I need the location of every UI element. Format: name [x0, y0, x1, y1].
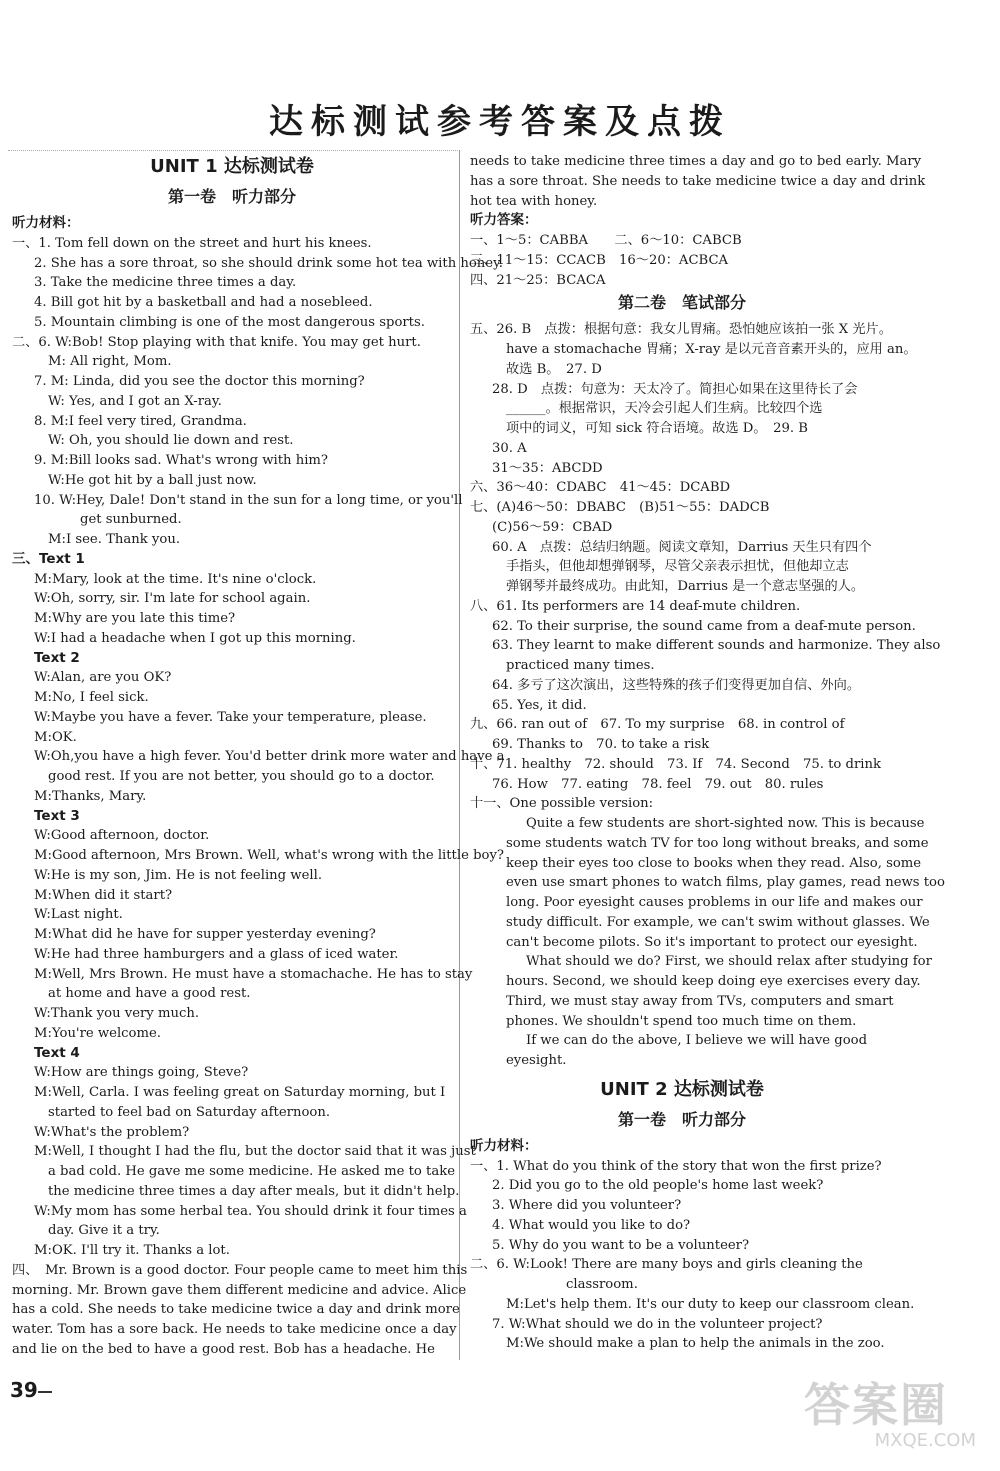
answer-line: 弹钢琴并最终成功。由此知，Darrius 是一个意志坚强的人。	[506, 579, 865, 594]
list-item: at home and have a good rest.	[48, 986, 251, 1002]
list-item: 10. W:Hey, Dale! Don't stand in the sun for a long time, or you'll	[34, 492, 463, 508]
list-item: M:Why are you late this time?	[34, 611, 236, 626]
list-item: W:He got hit by a ball just now.	[48, 472, 257, 488]
list-item: 7. M: Linda, did you see the doctor this morning?	[34, 374, 365, 389]
answer-line: 30. A	[492, 440, 527, 456]
list-item: M:OK.	[34, 729, 77, 745]
paragraph-line: morning. Mr. Brown gave them different medicine and advice. Alice	[12, 1282, 467, 1298]
right-column	[470, 152, 945, 1354]
list-item: M:What did he have for supper yesterday evening?	[34, 927, 376, 942]
list-item: W:I had a headache when I got up this morning.	[34, 630, 356, 646]
essay-line: Quite a few students are short-sighted now. This is because	[526, 816, 925, 831]
unit1-part1-heading: 第一卷 听力部分	[167, 187, 296, 206]
essay-line: study difficult. For example, we can't swim without glasses. We	[506, 914, 930, 930]
materials-title: 听力材料：	[12, 215, 80, 231]
listening-answers-title: 听力答案：	[470, 212, 538, 229]
answer-line: 故选 B。 27. D	[506, 361, 602, 377]
answer-line: 一、1～5：CABBA 二、6～10：CABCB	[470, 233, 742, 248]
unit1-part2-heading: 第二卷 笔试部分	[617, 293, 746, 313]
answer-line: 十一、One possible version:	[470, 796, 654, 812]
list-item: M: All right, Mom.	[48, 354, 172, 370]
essay-line: If we can do the above, I believe we will have good	[526, 1033, 868, 1049]
answer-line: 64. 多亏了这次演出，这些特殊的孩子们变得更加自信、外向。	[492, 677, 861, 693]
answer-line: 60. A 点拨：总结归纳题。阅读文章知，Darrius 天生只有四个	[492, 539, 872, 555]
divider	[8, 150, 458, 151]
answer-line: 三、11～15：CCACB 16～20：ACBCA	[470, 252, 729, 268]
list-item: W:Oh,you have a high fever. You'd better drink more water and have a	[34, 749, 505, 765]
list-item: 一、1. Tom fell down on the street and hurt his knees.	[12, 235, 372, 251]
answer-line: 六、36～40：CDABC 41～45：DCABD	[470, 480, 731, 496]
list-item: 4. What would you like to do?	[492, 1217, 691, 1233]
text3-label: Text 3	[34, 807, 80, 824]
answer-line: 项中的词义，可知 sick 符合语境。故选 D。 29. B	[506, 421, 808, 436]
list-item: W:Thank you very much.	[34, 1006, 200, 1021]
list-item: M:Well, I thought I had the flu, but the doctor said that it was just	[34, 1144, 476, 1160]
list-item: a bad cold. He gave me some medicine. He asked me to take	[48, 1164, 456, 1179]
list-item: W:Alan, are you OK?	[34, 670, 172, 686]
answer-line: 65. Yes, it did.	[492, 697, 587, 713]
answer-line: 69. Thanks to 70. to take a risk	[492, 737, 710, 752]
answer-line: 31～35：ABCDD	[492, 460, 603, 476]
answer-line: 十、71. healthy 72. should 73. If 74. Second 75. to drink	[470, 756, 881, 772]
watermark-logo: 答案圈	[804, 1378, 948, 1432]
paragraph-line: hot tea with honey.	[470, 193, 598, 209]
page-title: 达标测试参考答案及点拨	[269, 102, 731, 142]
list-item: M:Mary, look at the time. It's nine o'clock.	[34, 571, 317, 587]
list-item: W:Last night.	[34, 907, 123, 923]
page-number-dash	[38, 1391, 52, 1393]
unit2-part1-heading: 第一卷 听力部分	[617, 1109, 746, 1129]
list-item: 3. Take the medicine three times a day.	[34, 275, 297, 291]
list-item: day. Give it a try.	[48, 1223, 160, 1239]
list-item: 9. M:Bill looks sad. What's wrong with him?	[34, 453, 328, 468]
list-item: classroom.	[566, 1277, 638, 1292]
list-item: 8. M:I feel very tired, Grandma.	[34, 413, 247, 429]
list-item: 2. She has a sore throat, so she should drink some hot tea with honey.	[34, 255, 503, 271]
answer-line: 五、26. B 点拨：根据句意：我女儿胃痛。恐怕她应该拍一张 X 光片。	[470, 322, 892, 338]
essay-line: phones. We shouldn't spend too much time on them.	[506, 1013, 857, 1029]
list-item: 二、6. W:Look! There are many boys and girls cleaning the	[470, 1257, 863, 1273]
watermark-url: MXQE.COM	[874, 1430, 976, 1451]
page-number: 39	[10, 1378, 38, 1402]
answer-line: 手指头，但他却想弹钢琴，尽管父亲表示担忧，但他却立志	[506, 559, 849, 575]
list-item: 5. Mountain climbing is one of the most dangerous sports.	[34, 314, 425, 330]
list-item: 一、1. What do you think of the story that won the first prize?	[470, 1158, 882, 1174]
answer-line: 63. They learnt to make different sounds and harmonize. They also	[492, 638, 941, 654]
paragraph-line: water. Tom has a sore back. He needs to take medicine once a day	[12, 1322, 457, 1337]
list-item: 3. Where did you volunteer?	[492, 1198, 682, 1213]
essay-line: long. Poor eyesight causes problems in our life and makes our	[506, 895, 923, 910]
list-item: W:What's the problem?	[34, 1124, 190, 1140]
list-item: 4. Bill got hit by a basketball and had a nosebleed.	[34, 295, 373, 310]
list-item: W:Oh, sorry, sir. I'm late for school again.	[34, 591, 311, 607]
list-item: M:Thanks, Mary.	[34, 788, 147, 804]
essay-line: some students watch TV for too long without breaks, and some	[506, 835, 929, 851]
list-item: M:Well, Mrs Brown. He must have a stomachache. He has to stay	[34, 966, 473, 982]
list-item: M:Well, Carla. I was feeling great on Saturday morning, but I	[34, 1085, 446, 1100]
essay-line: eyesight.	[506, 1053, 567, 1068]
list-item: M:Let's help them. It's our duty to keep our classroom clean.	[506, 1296, 915, 1312]
list-item: W:How are things going, Steve?	[34, 1065, 249, 1081]
list-item: M:OK. I'll try it. Thanks a lot.	[34, 1243, 230, 1258]
paragraph-line: and lie on the bed to have a good rest. Bob has a headache. He	[12, 1341, 435, 1357]
paragraph-line: 四、 Mr. Brown is a good doctor. Four people came to meet him this	[12, 1262, 468, 1278]
answer-line: 62. To their surprise, the sound came from a deaf-mute person.	[492, 618, 916, 634]
list-item: M:Good afternoon, Mrs Brown. Well, what's wrong with the little boy?	[34, 848, 504, 863]
answer-line: practiced many times.	[506, 658, 655, 673]
list-item: M:When did it start?	[34, 887, 173, 903]
list-item: W: Oh, you should lie down and rest.	[48, 433, 294, 449]
answer-line: 四、21～25：BCACA	[470, 272, 606, 288]
list-item: W:Maybe you have a fever. Take your temperature, please.	[34, 709, 427, 725]
list-item: W:He is my son, Jim. He is not feeling well.	[34, 867, 323, 883]
materials-title: 听力材料：	[470, 1137, 538, 1154]
answer-line: have a stomachache 胃痛；X-ray 是以元音音素开头的，应用 an。	[506, 342, 917, 357]
answer-line: 76. How 77. eating 78. feel 79. out 80. rules	[492, 776, 824, 792]
list-item: 二、6. W:Bob! Stop playing with that knife. You may get hurt.	[12, 334, 421, 350]
list-item: W:Good afternoon, doctor.	[34, 828, 210, 844]
list-item: M:No, I feel sick.	[34, 690, 149, 705]
list-item: 5. Why do you want to be a volunteer?	[492, 1237, 750, 1253]
paragraph-line: has a cold. She needs to take medicine twice a day and drink more	[12, 1302, 460, 1318]
list-item: W:My mom has some herbal tea. You should drink it four times a	[34, 1203, 467, 1219]
list-item: M:We should make a plan to help the animals in the zoo.	[506, 1336, 885, 1352]
list-item: W: Yes, and I got an X-ray.	[48, 393, 222, 409]
essay-line: can't become pilots. So it's important to protect our eyesight.	[506, 934, 918, 950]
unit1-heading: UNIT 1 达标测试卷	[150, 156, 314, 177]
list-item: get sunburned.	[80, 512, 182, 528]
essay-line: keep their eyes too close to books when they read. Also, some	[506, 855, 922, 871]
answer-line: 八、61. Its performers are 14 deaf-mute children.	[470, 598, 801, 614]
answer-line: (C)56～59：CBAD	[492, 519, 613, 535]
text2-label: Text 2	[34, 649, 80, 666]
list-item: good rest. If you are not better, you should go to a doctor.	[48, 769, 435, 784]
text1-label: 三、Text 1	[12, 550, 85, 567]
list-item: started to feel bad on Saturday afternoon.	[48, 1104, 331, 1120]
essay-line: What should we do? First, we should relax after studying for	[526, 954, 932, 970]
list-item: the medicine three times a day after meals, but it didn't help.	[48, 1183, 460, 1199]
answer-line: ______。根据常识，天冷会引起人们生病。比较四个选	[506, 401, 823, 417]
watermark	[804, 1380, 984, 1460]
essay-line: even use smart phones to watch films, play games, read news too	[506, 875, 945, 891]
unit2-heading: UNIT 2 达标测试卷	[600, 1078, 764, 1100]
essay-line: Third, we must stay away from TVs, computers and smart	[506, 993, 894, 1009]
list-item: M:I see. Thank you.	[48, 532, 181, 547]
list-item: W:He had three hamburgers and a glass of iced water.	[34, 946, 399, 962]
essay-line: hours. Second, we should keep doing eye exercises every day.	[506, 974, 921, 989]
answer-line: 28. D 点拨：句意为：天太冷了。简担心如果在这里待长了会	[492, 381, 858, 397]
text4-label: Text 4	[34, 1044, 80, 1061]
paragraph-line: needs to take medicine three times a day and go to bed early. Mary	[470, 154, 922, 169]
list-item: M:You're welcome.	[34, 1025, 161, 1041]
paragraph-line: has a sore throat. She needs to take medicine twice a day and drink	[470, 173, 926, 189]
answer-line: 九、66. ran out of 67. To my surprise 68. in control of	[470, 717, 845, 733]
answer-line: 七、(A)46～50：DBABC (B)51～55：DADCB	[470, 500, 770, 515]
list-item: 7. W:What should we do in the volunteer project?	[492, 1316, 823, 1332]
list-item: 2. Did you go to the old people's home last week?	[492, 1178, 824, 1194]
